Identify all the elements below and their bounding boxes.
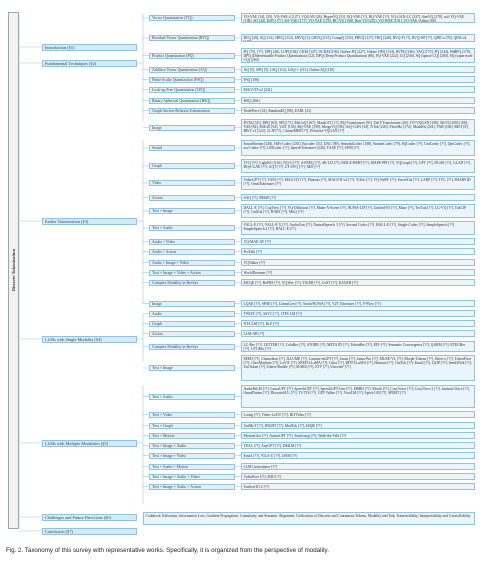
- category-label: Audio + Action: [152, 249, 177, 254]
- category-label: Audio + Video: [152, 239, 176, 244]
- earlier-works-image: [241, 119, 475, 136]
- single-category-complex-modality-in-recsys: [149, 344, 235, 350]
- multi-works-text-audio-motion: [241, 463, 475, 470]
- category-label: Binary Spherical Quantization (BSQ): [152, 98, 211, 103]
- category-label: Audio: [152, 311, 162, 316]
- category-label: Image: [152, 301, 162, 306]
- earlier-works-graph: [241, 159, 475, 173]
- root-label: Discrete Tokenization: [11, 249, 16, 292]
- earlier-category-video: [149, 180, 235, 186]
- fundamental-works-additive-vector-quantization-aq: [241, 66, 475, 73]
- multi-category-text-video: [149, 412, 235, 418]
- works-list: UniMoT [??], HIGHT [??], MedTok [??], SSQR [??]: [243, 423, 322, 428]
- category-label: Text + Audio: [152, 226, 173, 230]
- earlier-category-image: [149, 125, 235, 131]
- fundamental-works-vector-quantization-vq: [241, 13, 475, 23]
- earlier-works-audio-image-video: [241, 259, 475, 266]
- works-list: Emu3 [??], VILA-U [??], LWM [??]: [243, 453, 298, 458]
- earlier-category-text-audio: [149, 225, 235, 231]
- works-list: LC-Rec [??], LETTER [??], ColaRec [??], STORE [??], META ID [??], TokenRec [??], ED² [??], Semantic Convergence [??], QARM [??], ETEGRec [??], UTGRec [??]: [243, 342, 466, 351]
- works-list: Loong [??], Video-LaViT [??], HiTVideo [??]: [243, 412, 311, 417]
- works-list: AudioPaLM [??], LauraGPT [??], SpeechGPT [??], SpeechGPT-Gen [??], MMRI [??], Moshi [??], CosyVoice [??], CosyVoice 2 [??], IntrinsicVoice [??], OmniFlatten [??], DiscreteSLU [??], TI-TTS [??], GPT-Talker [??], VoxtLM [??], Spirit-LM [??], SPIRIT [??]: [243, 386, 471, 395]
- category-label: Text + Image + Audio + Video: [152, 474, 200, 479]
- fundamental-works-binary-spherical-quantization-bsq: [241, 97, 475, 104]
- category-label: Graph: [152, 321, 162, 326]
- works-list: LQAE [??], SPAE [??], LlamaGen [??], StrokeNUWA [??], V2T Tokenizer [??], V²Flow [??]: [243, 301, 381, 306]
- category-label: Action: [152, 331, 163, 336]
- works-list: AQ [5], APQ [5], LSQ [112], LSQ++ [113], Online AQ [110]: [243, 67, 335, 72]
- figure-caption: Fig. 2. Taxonomy of this survey with representative works. Specifically, it is organized from the perspective of modality.: [6, 547, 329, 554]
- multi-category-text-graph: [149, 423, 235, 429]
- section-conclusion: Conclusion (§7): [42, 528, 137, 535]
- earlier-category-audio-action: [149, 249, 235, 255]
- earlier-works-sound: [241, 140, 475, 156]
- single-works-complex-modality-in-recsys: [241, 341, 475, 352]
- works-list: MotionGlot [??], AvatarGPT [??], SemGrasp [??], Walk-the-Talk [??]: [243, 433, 346, 438]
- section-fundamental-techniques: Fundamental Techniques (§2): [42, 60, 137, 67]
- multi-works-text-audio: [241, 385, 475, 408]
- earlier-works-video: [241, 176, 475, 190]
- multi-category-text-image-audio: [149, 443, 235, 449]
- multi-works-text-image-audio: [241, 442, 475, 449]
- earlier-works-text-audio: [241, 221, 475, 235]
- category-label: Sound: [152, 146, 162, 150]
- fundamental-category-residual-vector-quantization-rvq: [149, 35, 235, 41]
- category-label: Text + Image: [152, 366, 173, 370]
- category-label: Vector Quantization (VQ): [152, 16, 193, 20]
- section-challenges: Challenges and Future Directions (§6): [42, 514, 137, 521]
- category-label: Complex Modality in RecSys: [152, 280, 199, 285]
- single-works-audio: [241, 310, 475, 317]
- fundamental-category-additive-vector-quantization-aq: [149, 67, 235, 73]
- multi-category-text-image-audio-video: [149, 474, 235, 480]
- fundamental-category-graph-anchor-relation-tokenization: [149, 108, 235, 114]
- category-label: Video: [152, 181, 162, 185]
- earlier-category-audio-image-video: [149, 260, 235, 266]
- multi-works-text-image: [241, 355, 475, 381]
- category-label: Text + Image + Audio + Action: [152, 484, 201, 489]
- works-list: MAGVIT-v2 [242]: [243, 87, 272, 92]
- fundamental-works-product-quantization-pq: [241, 48, 475, 63]
- multi-works-text-image-audio-video: [241, 473, 475, 480]
- multi-works-text-motion: [241, 432, 475, 439]
- single-works-graph: [241, 320, 475, 327]
- single-category-graph: [149, 321, 235, 327]
- category-label: Text + Image + Audio: [152, 443, 187, 448]
- fundamental-category-vector-quantization-vq: [149, 15, 235, 21]
- earlier-category-sound: [149, 145, 235, 151]
- section-earlier-tokenization: Earlier Tokenization (§3): [42, 218, 137, 225]
- earlier-category-audio-video: [149, 239, 235, 245]
- fundamental-works-look-up-free-quantization-lfq: [241, 86, 475, 93]
- section-llms-multiple-modalities: LLMs with Multiple Modalities (§5): [42, 440, 137, 447]
- category-label: Residual Vector Quantization (RVQ): [152, 36, 210, 40]
- category-label: Complex Modality in RecSys: [152, 344, 199, 349]
- category-label: Text + Image: [152, 209, 173, 213]
- works-list: VQ-VAE [14], [25], VQ-VAE-2 [127], VQGAN [26], HyperVQ [51], EQ-VAE [??], RQ-VAE [??], VQ-GAN-LC [237], SimVQ [278], soft VQ-VAE [138], SQ [44], HiVQ [??], SQ-VAE [177], VQ-VAE [178], HC-VQ [196], Reg-VQ [255], VQ-WAE [191], VQ-VAE+Affine [60]: [243, 14, 464, 23]
- works-list: NT-LLM [??], Dr.E [??]: [243, 321, 280, 326]
- works-list: TWIST [??], SSVC [??], JTFS LM [??]: [243, 311, 302, 316]
- multi-category-text-image: [149, 365, 235, 371]
- fundamental-category-finite-scalar-quantization-fsq: [149, 77, 235, 83]
- category-label: Text + Image + Video: [152, 453, 187, 458]
- single-category-action: [149, 331, 235, 337]
- single-works-image: [241, 300, 475, 307]
- category-label: Graph Anchor-Relation Tokenization: [152, 108, 210, 113]
- works-list: PQ [75], [??], OPQ [46], LOPQ [84], CKM [147], OCKM [196], Online PQ [227], Online OPQ [134], RVPQ [146], VAQ [175], PQ [244], HiHPQ [170], DPQ (Differentiable Product Quantization) [22], DPQ (Deep Product Quantization) [86], PQ-VAE [222], CQ [236], SQ (sparse CQ) [260], SQ (supervised CQ) [204]: [243, 49, 473, 63]
- earlier-works-audio-video: [241, 238, 475, 245]
- earlier-category-text-image: [149, 208, 235, 214]
- multi-works-text-graph: [241, 422, 475, 429]
- works-list: SAQ [??], PRISE [??]: [243, 195, 277, 200]
- section-introduction: Introduction (§1): [42, 44, 137, 51]
- earlier-works-audio-action: [241, 248, 475, 255]
- works-list: TEAL [??], AnyGPT [??], DMLM [??]: [243, 443, 301, 448]
- works-list: Unified-IO 2 [??]: [243, 484, 270, 489]
- single-works-action: [241, 330, 475, 337]
- fundamental-category-product-quantization-pq: [149, 53, 235, 59]
- section-llms-single-modality: LLMs with Single Modality (§4): [42, 336, 137, 343]
- earlier-category-graph: [149, 163, 235, 169]
- earlier-category-text-image-video-action: [149, 270, 235, 276]
- earlier-works-complex-modality-in-recsys: [241, 279, 475, 286]
- category-label: Audio + Image + Video: [152, 260, 189, 265]
- fundamental-category-binary-spherical-quantization-bsq: [149, 98, 235, 104]
- multi-category-text-audio: [149, 394, 235, 400]
- works-list: BSQ [266]: [243, 98, 260, 103]
- single-category-image: [149, 301, 235, 307]
- works-list: ProTalk [??]: [243, 249, 262, 254]
- works-list: DVAQ [23], DPQ [63], SPQ [71], MeCoQ [167], MaskGIT [17], RQ-Transformer [91], DeiT-Transformer [26], ViT-VQGAN [239], MoVQ [265], MQ-VAE [64], MAGE [94], ViLT [156], RQ-VAE [199], MergeVQ [96], SeQ-GAN [34], TiTok [243], FlowMo [172], MaskBit [234], VAR [166], BEiT [8], BEiT v2 [122], CLIP [??], ClusterMIM [??], Efficient-VQGAN [??]: [243, 120, 469, 134]
- single-category-audio: [149, 311, 235, 317]
- works-list: LLM Gesticulator [??]: [243, 464, 277, 469]
- multi-category-text-motion: [149, 433, 235, 439]
- earlier-works-text-image: [241, 204, 475, 218]
- category-label: Text + Image + Video + Action: [152, 270, 201, 275]
- multi-category-text-image-video: [149, 453, 235, 459]
- category-label: Text + Video: [152, 412, 173, 417]
- works-list: MCQE [??], ReFRS [??], VQ-Rec [??], TIGER [??], CoST [??], EAGER [??]: [243, 280, 358, 285]
- multi-works-text-image-audio-action: [241, 483, 475, 490]
- category-label: Graph: [152, 164, 162, 168]
- challenges-topics: Codebook Utilization, Information Loss, Gradient Propagation, Granularity and Semantic Alignment, Unification of Discrete and Continuous Tokens, Modality and Task Transferability, Interpretability and Controllability: [143, 512, 475, 525]
- works-list: VQTalker [??]: [243, 260, 265, 265]
- multi-works-text-image-video: [241, 452, 475, 459]
- works-list: LLM-AR [??]: [243, 331, 265, 336]
- works-list: NodePiece [42], RandomEQ [96], EARL [21]: [243, 108, 312, 113]
- earlier-category-complex-modality-in-recsys: [149, 280, 235, 286]
- category-label: Text + Audio + Motion: [152, 464, 189, 469]
- works-list: VideoPoet [??], MIO [??]: [243, 474, 282, 479]
- earlier-works-text-image-video-action: [241, 269, 475, 276]
- category-label: Image: [152, 125, 162, 130]
- multi-category-text-image-audio-action: [149, 484, 235, 490]
- category-label: Text + Graph: [152, 423, 173, 428]
- category-label: Additive Vector Quantization (AQ): [152, 67, 207, 72]
- fundamental-category-look-up-free-quantization-lfq: [149, 87, 235, 93]
- category-label: Action: [152, 195, 163, 200]
- category-label: Text + Motion: [152, 433, 175, 438]
- works-list: TI-Q [??], LightKG [116], NQ-G [??], d-SNEQ [??], dK-LD [??], MOLE-BERT [??], MAPE-PPI [??], VQGraph [??], GFT [??], DGAE [??], GLAD [??], HQA-GAE [??], GQT [??], GT-SVQ [??], NID [??]: [243, 160, 471, 169]
- earlier-category-action: [149, 195, 235, 201]
- multi-works-text-video: [241, 411, 475, 418]
- works-list: VideoGPT [??], TATS [??], MAGVIT [??], Phenaki [??], MAGVIT-v2 [??], ViTok [??], VQ-NeRV [??], SweetTok [??], LARP [??], TVC [??], SHARVID [??], OmniTokenizer [??]: [243, 177, 471, 186]
- root-node: [8, 12, 19, 529]
- fundamental-works-residual-vector-quantization-rvq: [241, 34, 475, 42]
- category-label: Product Quantization (PQ): [152, 53, 194, 58]
- works-list: DALL-E [??], CogView [??], VQ-Diffusion [??], Make-A-Scene [??], NUWA-LIP [??], Unified-IO [??], Muse [??], TexTok [??], LG-VQ [??], TokLIP [??], UniTok [??], HART [??], MoQ [??]: [243, 205, 466, 214]
- works-list: RVQ [28], SQ [131], IRVQ [114], ERVQ [3], GRVQ [115], CompQ [155], PRVQ [117], TRQ [240], RVQ-P [??], RVQ-NP [??], QINCo [70], QINCo2 [147]: [243, 35, 467, 42]
- works-list: SoundStream [246], HiFi-Codec [235], Encodec [31], DAC [89], SemantiCodec [108], StreamCodec [79], SQCodec [??], UniCodec [??], QinCodec [??], ess-Codec [??], LMCodec [??], SpeechTokenizer [226], TAAE [??], UPM [??]: [243, 141, 471, 150]
- multi-category-text-audio-motion: [149, 464, 235, 470]
- works-list: VQ-MAE-AV [??]: [243, 239, 271, 244]
- works-list: VALL-E [??], VALL-E X [??], AudioGen [??], NaturalSpeech 3 [??], Second Codec [??], HALL-E [??], Single-Codec [??], SimpleSpeech [??], SimpleSpeech 2 [??], BALL-E [??]: [243, 222, 456, 231]
- category-label: Text + Audio: [152, 394, 173, 399]
- fundamental-works-finite-scalar-quantization-fsq: [241, 76, 475, 83]
- works-list: SEED [??], Chameleon [??], ILLUME [??], Lumina-mGPT [??], Janus [??], Janus-Pro [??], MUSE-VL [??], Morph-Tokens [??], Show-o [??], TokenFlow [??], ClawMachine [??], LaViT [??], SEED-LLaMA [??], Libra [??], DDT-LLaMA [??], Harmon [??], UniTok [??], Emu3 [??], QLIP [??], SemHiTok [??], UniToken [??], Token-Shuffle [??], MARS [??], ETT [??], Unicode² [??]: [243, 356, 473, 370]
- works-list: WorldDreamer [??]: [243, 270, 273, 275]
- works-list: FSQ [106]: [243, 77, 260, 82]
- earlier-works-action: [241, 194, 475, 201]
- fundamental-works-graph-anchor-relation-tokenization: [241, 107, 475, 114]
- category-label: Look-up Free Quantization (LFQ): [152, 87, 206, 92]
- category-label: Finite Scalar Quantization (FSQ): [152, 77, 204, 82]
